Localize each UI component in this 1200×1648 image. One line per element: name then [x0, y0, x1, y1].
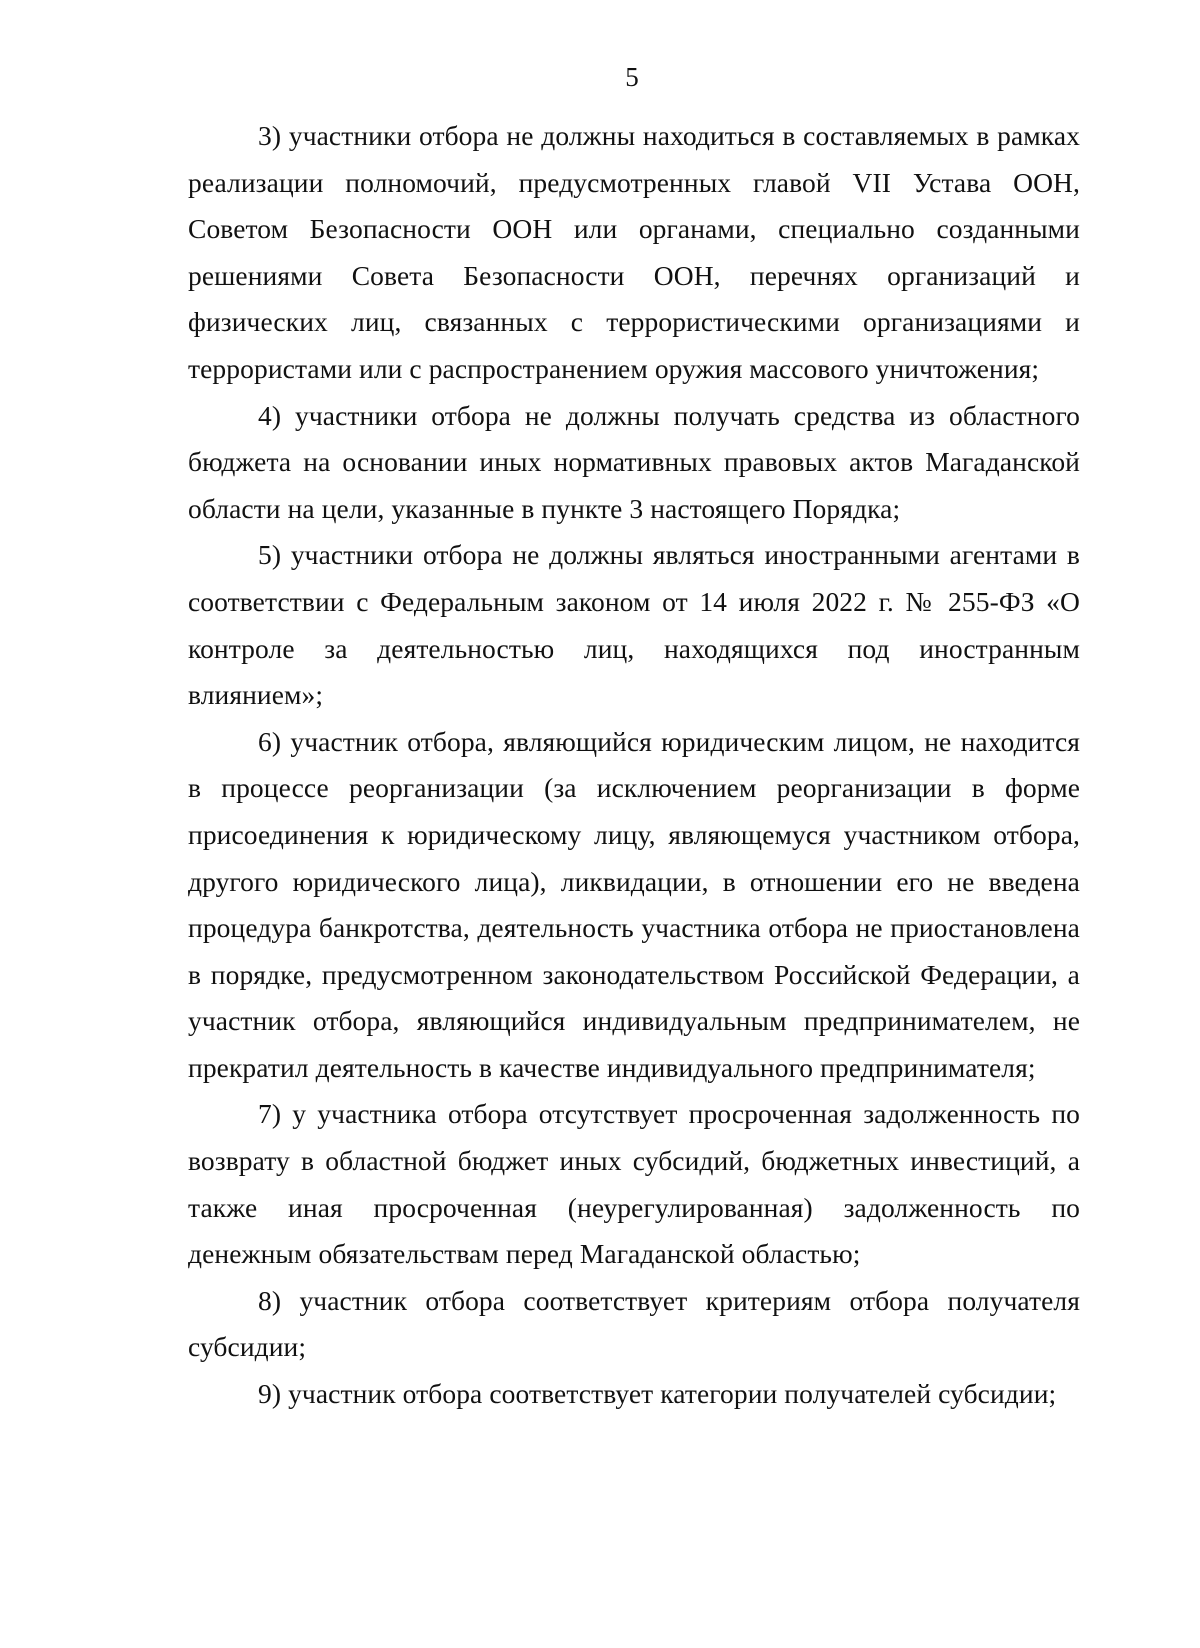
paragraph-item-7: 7) у участника отбора отсутствует просроченная задолженность по возврату в областной бюджет иных субсидий, бюджетных инвестиций, а также иная просроченная (неурегулированная) задолженность по денежным обязательствам перед Магаданской областью;: [188, 1098, 1080, 1270]
paragraph-item-5: 5) участники отбора не должны являться иностранными агентами в соответствии с Федеральным законом от 14 июля 2022 г. № 255-ФЗ «О контроле за деятельностью лиц, находящихся под иностранным влиянием»;: [188, 539, 1080, 711]
paragraph-item-6: 6) участник отбора, являющийся юридическим лицом, не находится в процессе реорганизации (за исключением реорганизации в форме присоединения к юридическому лицу, являющемуся участником отбора, другого юридического лица), ликвидации, в отношении его не введена процедура банкротства, деятельность участника отбора не приостановлена в порядке, предусмотренном законодательством Российской Федерации, а участник отбора, являющийся индивидуальным предпринимателем, не прекратил деятельность в качестве индивидуального предпринимателя;: [188, 725, 1080, 1083]
paragraph-item-8: 8) участник отбора соответствует критериям отбора получателя субсидии;: [188, 1284, 1080, 1363]
paragraph-item-3: 3) участники отбора не должны находиться в составляемых в рамках реализации полномочий, предусмотренных главой VII Устава ООН, Советом Безопасности ООН или органами, специально созданными решениями Совета Безопасности ООН, перечнях организаций и физических лиц, связанных с террористическими организациями и террористами или с распространением оружия массового уничтожения;: [188, 120, 1080, 384]
paragraph-item-4: 4) участники отбора не должны получать средства из областного бюджета на основании иных нормативных правовых актов Магаданской области на цели, указанные в пункте 3 настоящего Порядка;: [188, 399, 1080, 524]
document-body: [188, 113, 1080, 1418]
paragraph-item-9: 9) участник отбора соответствует категории получателей субсидии;: [258, 1378, 1057, 1410]
page-number: 5: [625, 62, 639, 92]
